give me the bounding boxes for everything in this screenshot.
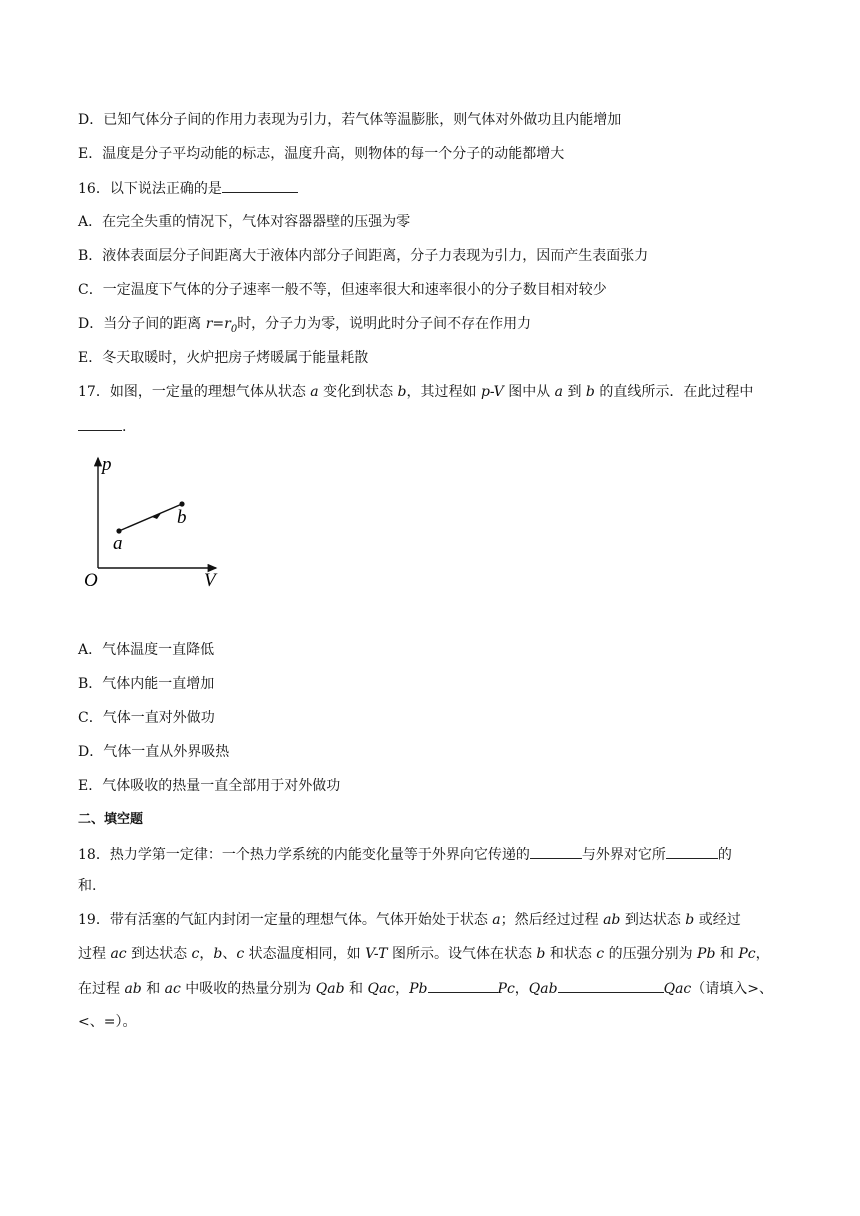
q17-option-e: E．气体吸收的热量一直全部用于对外做功 bbox=[78, 778, 341, 794]
q15-option-e: E．温度是分子平均动能的标志，温度升高，则物体的每一个分子的动能都增大 bbox=[78, 146, 565, 162]
point-a-label: a bbox=[113, 533, 123, 554]
q19-text: 到达状态 bbox=[620, 912, 686, 928]
q17-stem-part: 17．如图，一定量的理想气体从状态 bbox=[78, 384, 311, 400]
q19-var: Pc bbox=[738, 946, 756, 962]
q18-stem bbox=[78, 844, 732, 865]
q19-text: 和状态 bbox=[545, 946, 597, 962]
q17-stem-part: 变化到状态 bbox=[318, 384, 398, 400]
q19-blank-heat[interactable] bbox=[558, 978, 664, 993]
q17-stem-part: 图中从 bbox=[503, 384, 555, 400]
origin-label: O bbox=[84, 570, 98, 591]
q19-text: ， bbox=[755, 946, 770, 962]
q18-blank-1[interactable] bbox=[530, 844, 582, 859]
section-heading-fill-in: 二、填空题 bbox=[78, 812, 144, 827]
q18-stem-line2: 和. bbox=[78, 878, 97, 894]
q19-text: 19．带有活塞的气缸内封闭一定量的理想气体。气体开始处于状态 bbox=[78, 912, 493, 928]
q19-var: b bbox=[536, 946, 546, 962]
q19-blank-pressure[interactable] bbox=[428, 978, 498, 993]
q19-text: ， bbox=[514, 981, 529, 997]
q19-var: ab bbox=[603, 912, 621, 928]
q16-option-a: A．在完全失重的情况下，气体对容器器壁的压强为零 bbox=[78, 214, 411, 230]
q18-blank-2[interactable] bbox=[666, 844, 718, 859]
q18-stem-part: 与外界对它所 bbox=[581, 847, 666, 863]
q19-text: 或经过 bbox=[694, 912, 741, 928]
q16-option-d-sub: 0 bbox=[230, 323, 238, 335]
q17-var-pv: p-V bbox=[480, 384, 504, 400]
q17-stem-part: ，其过程如 bbox=[406, 384, 481, 400]
q16-option-e: E．冬天取暖时，火炉把房子烤暖属于能量耗散 bbox=[78, 350, 369, 366]
q17-option-b: B．气体内能一直增加 bbox=[78, 676, 215, 692]
q17-answer-blank[interactable] bbox=[78, 416, 122, 431]
q16-option-b: B．液体表面层分子间距离大于液体内部分子间距离，分子力表现为引力，因而产生表面张力 bbox=[78, 248, 649, 264]
q19-var: Qab bbox=[315, 981, 345, 997]
point-b-label: b bbox=[177, 507, 187, 528]
q16-option-d-pre: D．当分子间的距离 bbox=[78, 316, 206, 332]
process-line-ab bbox=[119, 504, 182, 531]
q19-var: Pc bbox=[497, 981, 515, 997]
q17-stem-part: 到 bbox=[563, 384, 586, 400]
q17-stem bbox=[78, 382, 753, 402]
q17-option-a: A．气体温度一直降低 bbox=[78, 642, 215, 658]
q19-var: ac bbox=[110, 946, 127, 962]
q19-line-2 bbox=[78, 944, 770, 964]
q19-var: Qab bbox=[528, 981, 558, 997]
q19-var: b bbox=[685, 912, 695, 928]
q16-stem bbox=[78, 178, 298, 199]
q15-option-d: D．已知气体分子间的作用力表现为引力，若气体等温膨胀，则气体对外做功且内能增加 bbox=[78, 112, 622, 128]
q18-stem-part: 18．热力学第一定律：一个热力学系统的内能变化量等于外界向它传递的 bbox=[78, 847, 530, 863]
q19-text: 和 bbox=[715, 946, 739, 962]
point-b bbox=[179, 501, 184, 506]
q19-text: 过程 bbox=[78, 946, 111, 962]
q17-stem-line2 bbox=[78, 416, 126, 437]
q16-option-c: C．一定温度下气体的分子速率一般不等，但速率很大和速率很小的分子数目相对较少 bbox=[78, 282, 607, 298]
q19-line-1 bbox=[78, 910, 741, 930]
q17-option-c: C．气体一直对外做功 bbox=[78, 710, 215, 726]
q19-text: ；然后经过过程 bbox=[500, 912, 604, 928]
q19-text: 中吸收的热量分别为 bbox=[180, 981, 316, 997]
q19-var: c bbox=[236, 946, 245, 962]
q19-text: 状态温度相同，如 bbox=[244, 946, 366, 962]
v-axis-label: V bbox=[204, 570, 216, 591]
pv-diagram bbox=[78, 448, 238, 594]
q16-option-d-post: 时，分子力为零，说明此时分子间不存在作用力 bbox=[237, 316, 532, 332]
q19-text: 到达状态 bbox=[126, 946, 192, 962]
q19-text: 在过程 bbox=[78, 981, 125, 997]
q17-option-d: D．气体一直从外界吸热 bbox=[78, 744, 230, 760]
q19-var: Pb bbox=[409, 981, 428, 997]
q17-var-b: b bbox=[397, 384, 407, 400]
q19-text: 和 bbox=[344, 981, 368, 997]
p-axis-label: p bbox=[102, 454, 112, 475]
q17-var-a: a bbox=[554, 384, 564, 400]
q19-text: 的压强分别为 bbox=[604, 946, 698, 962]
q17-var-b: b bbox=[585, 384, 595, 400]
q19-var: ac bbox=[164, 981, 181, 997]
q19-var: ab bbox=[124, 981, 142, 997]
q17-var-a: a bbox=[310, 384, 319, 400]
q16-option-d-var: r=r bbox=[205, 316, 231, 332]
q19-var: Qac bbox=[367, 981, 396, 997]
q19-var: c bbox=[596, 946, 605, 962]
q17-stem-part: 的直线所示．在此过程中 bbox=[594, 384, 754, 400]
q19-var: a bbox=[492, 912, 501, 928]
q16-answer-blank[interactable] bbox=[222, 178, 298, 193]
q18-stem-part: 的 bbox=[717, 847, 732, 863]
q19-var: b bbox=[213, 946, 223, 962]
q19-text: （请填入>、 bbox=[691, 981, 773, 997]
q16-stem-text: 16．以下说法正确的是 bbox=[78, 181, 222, 197]
q19-var: Pb bbox=[697, 946, 716, 962]
q19-line-3 bbox=[78, 978, 773, 999]
q19-var: V-T bbox=[365, 946, 388, 962]
q19-text: 图所示。设气体在状态 bbox=[387, 946, 537, 962]
q17-tail: . bbox=[122, 419, 127, 435]
q19-var: c bbox=[191, 946, 200, 962]
q19-text: 、 bbox=[222, 946, 237, 962]
q19-text: ， bbox=[395, 981, 410, 997]
q19-line-4: <、=）。 bbox=[78, 1014, 137, 1030]
q19-text: 和 bbox=[141, 981, 165, 997]
q19-text: ， bbox=[199, 946, 214, 962]
q19-var: Qac bbox=[663, 981, 692, 997]
q16-option-d bbox=[78, 314, 531, 340]
